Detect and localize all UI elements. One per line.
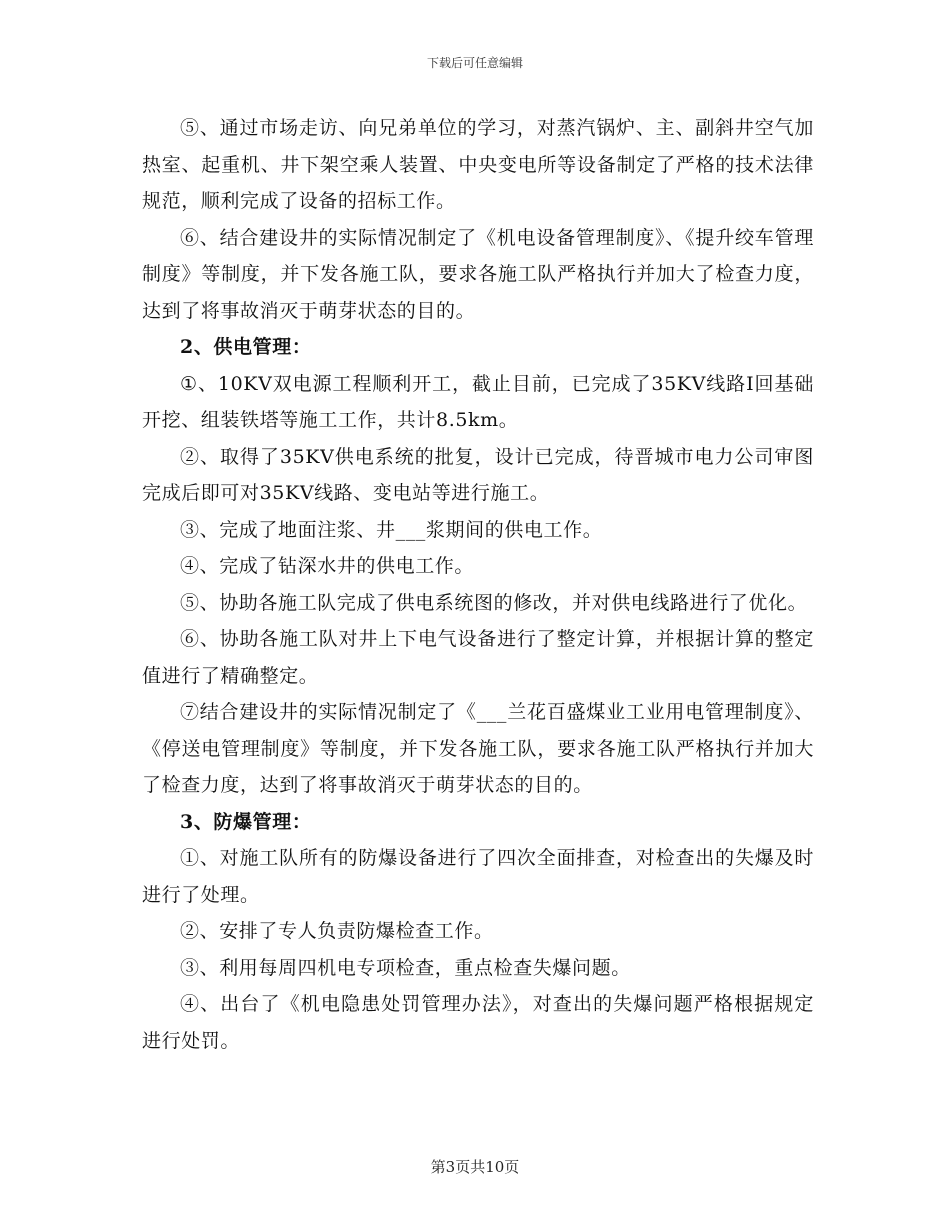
document-body xyxy=(142,110,814,1059)
paragraph-power-4: ④、完成了钻深水井的供电工作。 xyxy=(180,555,475,577)
paragraph-power-6: ⑥、协助各施工队对井上下电气设备进行了整定计算，并根据计算的整定值进行了精确整定。 xyxy=(142,628,814,687)
section-heading-power-supply: 2、供电管理： xyxy=(180,336,312,358)
paragraph-explosion-1: ①、对施工队所有的防爆设备进行了四次全面排查，对检查出的失爆及时进行了处理。 xyxy=(142,847,814,906)
paragraph-power-3: ③、完成了地面注浆、井___浆期间的供电工作。 xyxy=(180,518,603,541)
paragraph-item-6: ⑥、结合建设井的实际情况制定了《机电设备管理制度》、《提升绞车管理制度》等制度，并下发各施工队，要求各施工队严格执行并加大了检查力度，达到了将事故消灭于萌芽状态的目的。 xyxy=(142,226,814,322)
paragraph-power-5: ⑤、协助各施工队完成了供电系统图的修改，并对供电线路进行了优化。 xyxy=(180,591,808,614)
paragraph-explosion-3: ③、利用每周四机电专项检查，重点检查失爆问题。 xyxy=(180,956,631,979)
paragraph-explosion-2: ②、安排了专人负责防爆检查工作。 xyxy=(180,920,494,942)
page-number-footer: 第3页共10页 xyxy=(430,1158,520,1176)
paragraph-power-7: ⑦结合建设井的实际情况制定了《___兰花百盛煤业工业用电管理制度》、《停送电管理制度》等制度，并下发各施工队，要求各施工队严格执行并加大了检查力度，达到了将事故消灭于萌芽状态的目的。 xyxy=(142,701,814,796)
paragraph-power-1: ①、10KV双电源工程顺利开工，截止目前，已完成了35KV线路I回基础开挖、组装铁塔等施工工作，共计8.5km。 xyxy=(142,372,814,431)
paragraph-power-2: ②、取得了35KV供电系统的批复，设计已完成，待晋城市电力公司审图完成后即可对35KV线路、变电站等进行施工。 xyxy=(142,445,814,504)
page-header: 下载后可任意编辑 xyxy=(426,56,523,70)
paragraph-explosion-4: ④、出台了《机电隐患处罚管理办法》，对查出的失爆问题严格根据规定进行处罚。 xyxy=(142,993,814,1052)
paragraph-item-5: ⑤、通过市场走访、向兄弟单位的学习，对蒸汽锅炉、主、副斜井空气加热室、起重机、井下架空乘人装置、中央变电所等设备制定了严格的技术法律规范，顺利完成了设备的招标工作。 xyxy=(142,117,814,212)
section-heading-explosion-proof: 3、防爆管理： xyxy=(180,810,312,833)
